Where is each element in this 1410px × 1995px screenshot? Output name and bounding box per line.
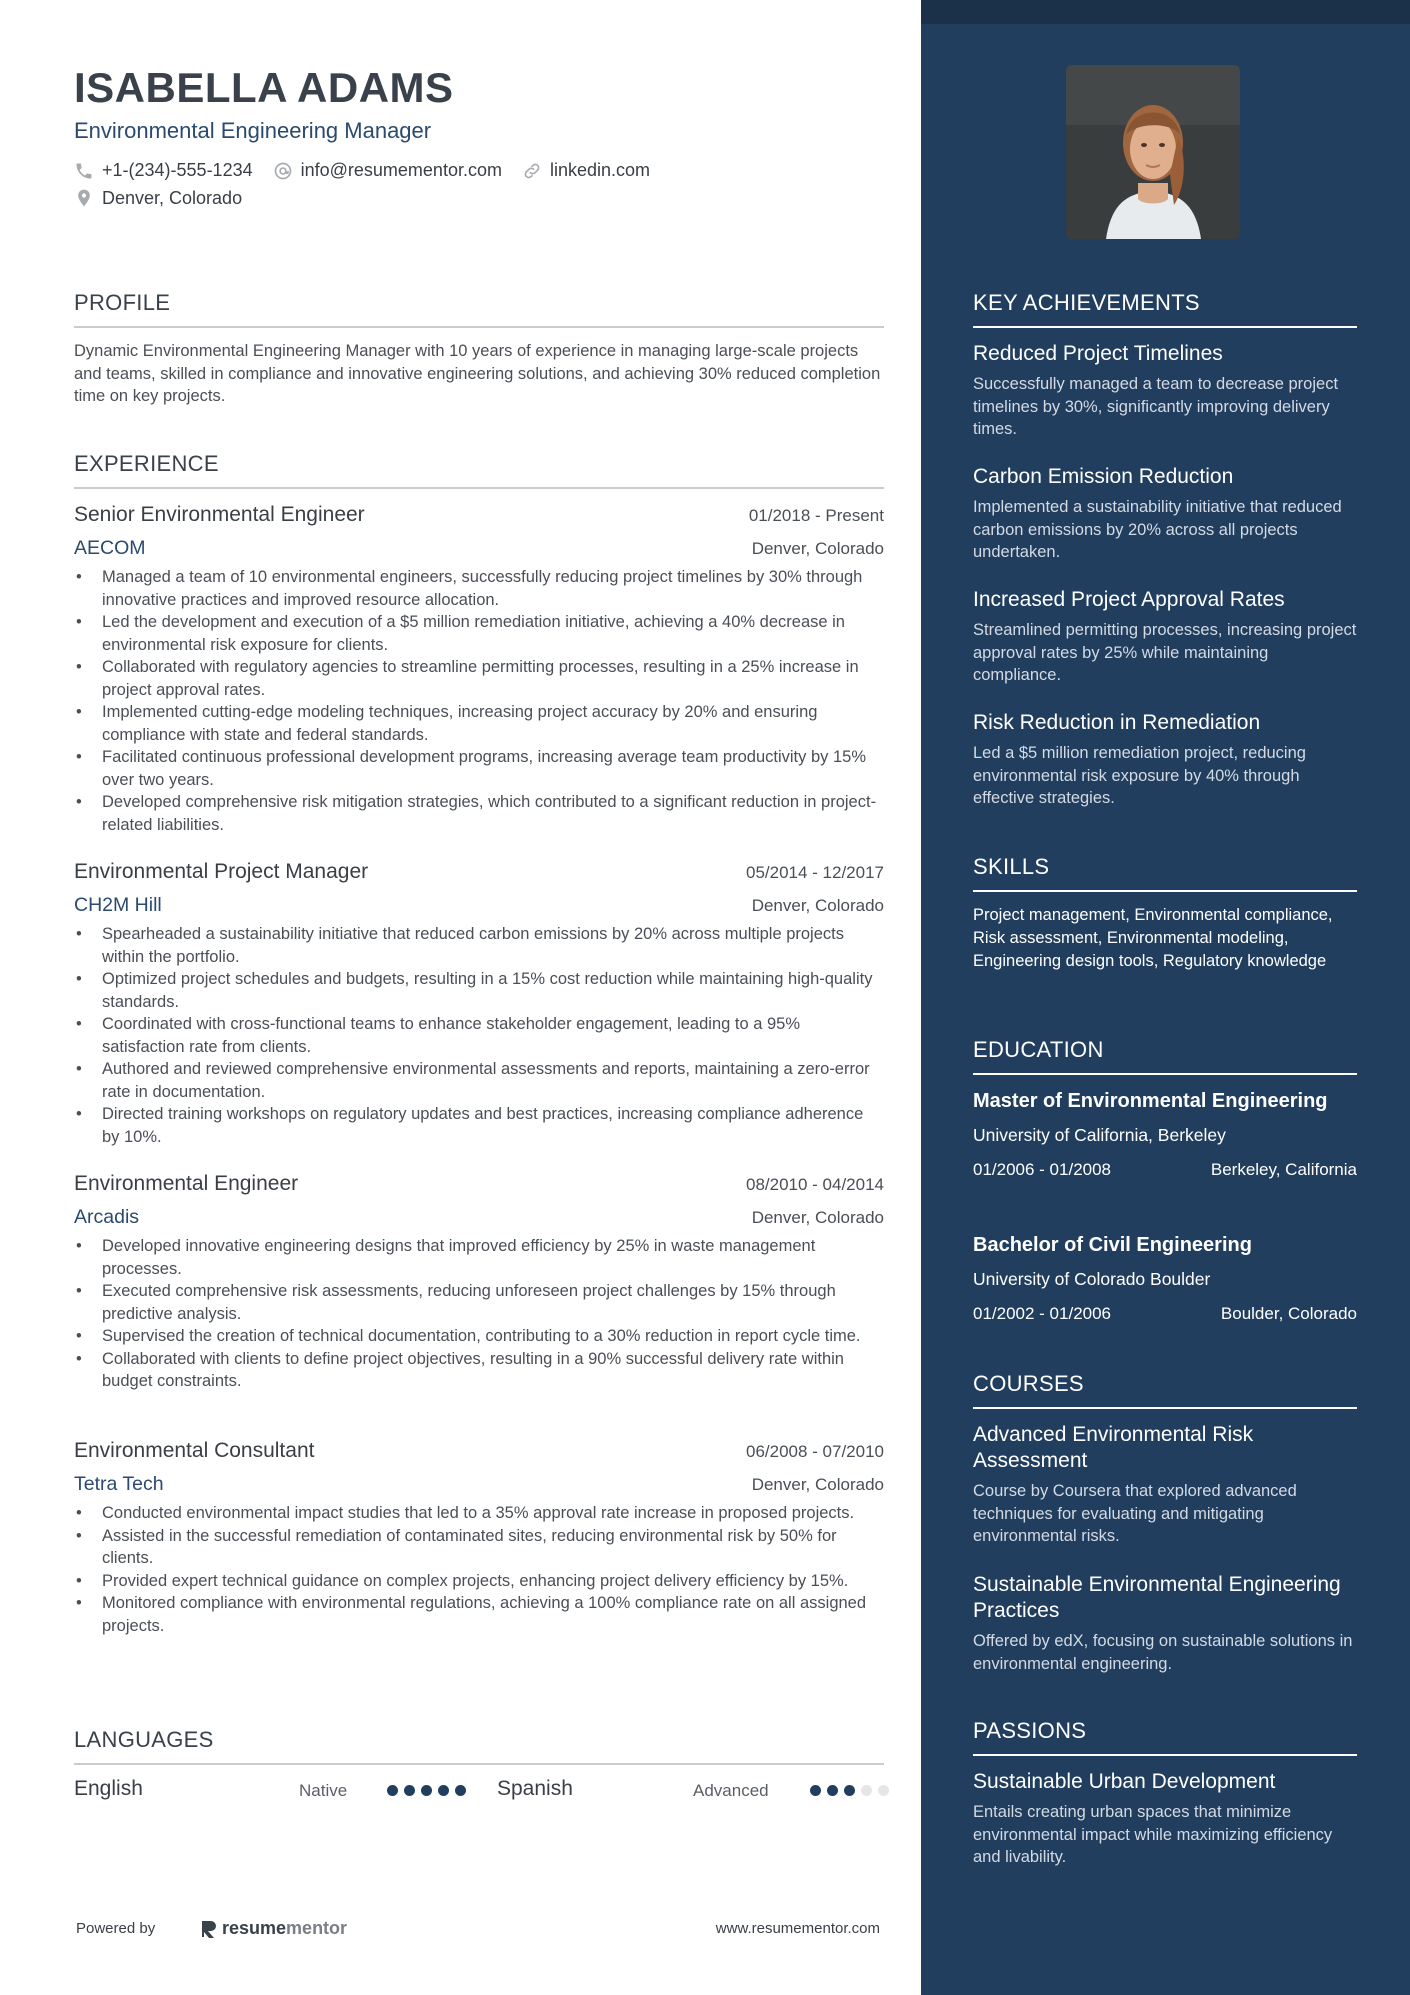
contact-email[interactable] bbox=[273, 160, 502, 181]
location-pin-icon bbox=[74, 187, 94, 209]
edu-location: Boulder, Colorado bbox=[1220, 1304, 1357, 1323]
contact-linkedin[interactable] bbox=[522, 160, 650, 181]
language-rating bbox=[810, 1785, 895, 1796]
contact-phone bbox=[74, 160, 253, 181]
rating-dot-empty bbox=[861, 1785, 872, 1796]
job-bullet: • Developed comprehensive risk mitigation strategies, which contributed to a significant reduction in project-related liabilities. bbox=[74, 791, 884, 836]
experience-section bbox=[74, 451, 884, 489]
course-item bbox=[973, 1422, 1357, 1548]
job-bullet: • Optimized project schedules and budgets, resulting in a 15% cost reduction while maintaining high-quality standards. bbox=[74, 968, 884, 1013]
profile-section bbox=[74, 290, 884, 408]
passions-section bbox=[973, 1718, 1357, 1756]
achievement-item bbox=[973, 587, 1357, 687]
job-role: Environmental Consultant bbox=[74, 1439, 315, 1462]
at-icon bbox=[273, 161, 293, 181]
job-bullet: • Directed training workshops on regulatory updates and best practices, increasing compliance adherence by 10%. bbox=[74, 1103, 884, 1148]
course-desc: Offered by edX, focusing on sustainable solutions in environmental engineering. bbox=[973, 1632, 1353, 1673]
linkedin-text: linkedin.com bbox=[549, 160, 651, 180]
languages-row bbox=[74, 1777, 884, 1807]
job-dates: 08/2010 - 04/2014 bbox=[745, 1175, 884, 1194]
education-section bbox=[973, 1037, 1357, 1075]
job-bullet: • Executed comprehensive risk assessments, reducing unforeseen project challenges by 15% through predictive analysis. bbox=[74, 1280, 884, 1325]
resumementor-logo[interactable] bbox=[200, 1918, 347, 1939]
logo-text-bold: resume bbox=[222, 1918, 287, 1938]
passion-item bbox=[973, 1769, 1357, 1869]
achievement-title: Increased Project Approval Rates bbox=[973, 588, 1285, 611]
job-entry bbox=[74, 1172, 884, 1393]
achievement-title: Risk Reduction in Remediation bbox=[973, 711, 1261, 734]
job-entry bbox=[74, 1439, 884, 1637]
profile-photo bbox=[1066, 65, 1240, 239]
job-bullet: • Authored and reviewed comprehensive environmental assessments and reports, maintaining a zero-error rate in documentation. bbox=[74, 1058, 884, 1103]
edu-dates: 01/2002 - 01/2006 bbox=[973, 1304, 1112, 1323]
passions-heading: PASSIONS bbox=[973, 1718, 1357, 1756]
job-bullet: • Monitored compliance with environmental regulations, achieving a 100% compliance rate on all assigned projects. bbox=[74, 1592, 884, 1637]
languages-heading: LANGUAGES bbox=[74, 1727, 884, 1765]
footer bbox=[76, 1918, 880, 1942]
skills-text: Project management, Environmental compliance, Risk assessment, Environmental modeling, Engineering design tools, Regulatory knowledge bbox=[973, 906, 1333, 970]
job-role: Environmental Engineer bbox=[74, 1172, 299, 1195]
rating-dot-filled bbox=[404, 1785, 415, 1796]
rating-dot-filled bbox=[421, 1785, 432, 1796]
sidebar bbox=[921, 0, 1410, 1995]
languages-section bbox=[74, 1727, 884, 1765]
phone-icon bbox=[74, 161, 94, 181]
job-bullet: • Collaborated with clients to define project objectives, resulting in a 90% successful delivery rate within budget constraints. bbox=[74, 1348, 884, 1393]
achievement-desc: Streamlined permitting processes, increasing project approval rates by 25% while maintaining compliance. bbox=[973, 621, 1357, 684]
location-row bbox=[74, 187, 262, 209]
language-level: Native bbox=[299, 1781, 348, 1800]
job-bullets bbox=[74, 1502, 884, 1637]
edu-degree: Bachelor of Civil Engineering bbox=[973, 1234, 1252, 1256]
profile-text: Dynamic Environmental Engineering Manager with 10 years of experience in managing large-scale projects and teams, skilled in compliance and innovative engineering solutions, and achieving 30% reduced completion time on key projects. bbox=[74, 342, 881, 405]
job-dates: 05/2014 - 12/2017 bbox=[745, 863, 884, 882]
achievement-item bbox=[973, 341, 1357, 441]
rating-dot-filled bbox=[438, 1785, 449, 1796]
achievement-title: Carbon Emission Reduction bbox=[973, 465, 1234, 488]
logo-text-light: mentor bbox=[286, 1918, 348, 1938]
education-heading: EDUCATION bbox=[973, 1037, 1357, 1075]
rating-dot-filled bbox=[455, 1785, 466, 1796]
edu-degree: Master of Environmental Engineering bbox=[973, 1090, 1328, 1112]
candidate-name: ISABELLA ADAMS bbox=[74, 64, 454, 111]
job-bullet: • Coordinated with cross-functional teams to enhance stakeholder engagement, leading to a 95% satisfaction rate from clients. bbox=[74, 1013, 884, 1058]
job-company: Tetra Tech bbox=[74, 1473, 164, 1495]
job-dates: 01/2018 - Present bbox=[748, 506, 884, 525]
skills-heading: SKILLS bbox=[973, 854, 1357, 892]
rating-dot-filled bbox=[844, 1785, 855, 1796]
job-bullet: • Developed innovative engineering designs that improved efficiency by 25% in waste management processes. bbox=[74, 1235, 884, 1280]
location-text: Denver, Colorado bbox=[102, 187, 243, 208]
achievements-section bbox=[973, 290, 1357, 328]
skills-section bbox=[973, 854, 1357, 973]
job-bullets bbox=[74, 1235, 884, 1393]
experience-heading: EXPERIENCE bbox=[74, 451, 884, 489]
link-icon bbox=[522, 161, 542, 181]
course-item bbox=[973, 1572, 1357, 1675]
job-location: Denver, Colorado bbox=[751, 1475, 884, 1494]
job-bullet: • Managed a team of 10 environmental engineers, successfully reducing project timelines by 30% through innovative practices and improved resource allocation. bbox=[74, 566, 884, 611]
achievements-heading: KEY ACHIEVEMENTS bbox=[973, 290, 1357, 328]
edu-school: University of California, Berkeley bbox=[973, 1125, 1226, 1145]
powered-by-label: Powered by bbox=[76, 1920, 156, 1937]
course-desc: Course by Coursera that explored advanced techniques for evaluating and mitigating environmental risks. bbox=[973, 1482, 1297, 1545]
job-company: Arcadis bbox=[74, 1206, 140, 1228]
job-bullet: • Spearheaded a sustainability initiative that reduced carbon emissions by 20% across multiple projects within the portfolio. bbox=[74, 923, 884, 968]
rating-dot-filled bbox=[387, 1785, 398, 1796]
language-name: English bbox=[74, 1777, 143, 1800]
achievement-title: Reduced Project Timelines bbox=[973, 342, 1223, 365]
education-item bbox=[973, 1232, 1357, 1324]
job-bullet: • Led the development and execution of a $5 million remediation initiative, achieving a 40% decrease in environmental risk exposure for clients. bbox=[74, 611, 884, 656]
job-company: AECOM bbox=[74, 537, 146, 559]
courses-section bbox=[973, 1371, 1357, 1409]
achievement-item bbox=[973, 464, 1357, 564]
job-company: CH2M Hill bbox=[74, 894, 162, 916]
job-bullets bbox=[74, 923, 884, 1148]
phone-text: +1-(234)-555-1234 bbox=[102, 160, 253, 180]
job-bullet: • Provided expert technical guidance on complex projects, enhancing project delivery efficiency by 15%. bbox=[74, 1570, 884, 1593]
courses-heading: COURSES bbox=[973, 1371, 1357, 1409]
achievement-item bbox=[973, 710, 1357, 810]
edu-location: Berkeley, California bbox=[1210, 1160, 1357, 1179]
course-title: Sustainable Environmental Engineering Practices bbox=[973, 1573, 1341, 1622]
education-item bbox=[973, 1088, 1357, 1180]
edu-school: University of Colorado Boulder bbox=[973, 1269, 1211, 1289]
language-level: Advanced bbox=[693, 1781, 769, 1800]
sidebar-top-band bbox=[921, 0, 1410, 24]
job-bullet: • Assisted in the successful remediation of contaminated sites, reducing environmental risk by 50% for clients. bbox=[74, 1525, 884, 1570]
job-location: Denver, Colorado bbox=[751, 896, 884, 915]
achievement-desc: Implemented a sustainability initiative that reduced carbon emissions by 20% across all projects undertaken. bbox=[973, 498, 1342, 561]
job-bullet: • Facilitated continuous professional development programs, increasing average team productivity by 15% over two years. bbox=[74, 746, 884, 791]
achievement-desc: Successfully managed a team to decrease project timelines by 30%, significantly improving delivery times. bbox=[973, 375, 1339, 438]
passion-title: Sustainable Urban Development bbox=[973, 1770, 1276, 1793]
rating-dot-filled bbox=[827, 1785, 838, 1796]
profile-heading: PROFILE bbox=[74, 290, 884, 328]
job-entry bbox=[74, 860, 884, 1148]
footer-website[interactable]: www.resumementor.com bbox=[715, 1920, 880, 1937]
contact-row bbox=[74, 160, 670, 181]
job-role: Senior Environmental Engineer bbox=[74, 503, 365, 526]
email-text: info@resumementor.com bbox=[300, 160, 502, 180]
edu-dates: 01/2006 - 01/2008 bbox=[973, 1160, 1112, 1179]
rating-dot-filled bbox=[810, 1785, 821, 1796]
job-location: Denver, Colorado bbox=[751, 1208, 884, 1227]
logo-mark-icon bbox=[200, 1919, 218, 1939]
job-bullet: • Collaborated with regulatory agencies to streamline permitting processes, resulting in a 25% increase in project approval rates. bbox=[74, 656, 884, 701]
job-bullet: • Conducted environmental impact studies that led to a 35% approval rate increase in proposed projects. bbox=[74, 1502, 884, 1525]
job-location: Denver, Colorado bbox=[751, 539, 884, 558]
portrait-image bbox=[1066, 65, 1240, 239]
candidate-title: Environmental Engineering Manager bbox=[74, 118, 432, 143]
job-bullets bbox=[74, 566, 884, 836]
job-bullet: • Supervised the creation of technical documentation, contributing to a 30% reduction in report cycle time. bbox=[74, 1325, 884, 1348]
language-name: Spanish bbox=[497, 1777, 573, 1800]
passion-desc: Entails creating urban spaces that minimize environmental impact while maximizing efficiency and livability. bbox=[973, 1803, 1333, 1866]
achievement-desc: Led a $5 million remediation project, reducing environmental risk exposure by 40% through effective strategies. bbox=[973, 744, 1306, 807]
job-bullet: • Implemented cutting-edge modeling techniques, increasing project accuracy by 20% and ensuring compliance with state and federal standards. bbox=[74, 701, 884, 746]
job-dates: 06/2008 - 07/2010 bbox=[745, 1442, 884, 1461]
job-role: Environmental Project Manager bbox=[74, 860, 369, 883]
course-title: Advanced Environmental Risk Assessment bbox=[973, 1423, 1254, 1472]
job-entry bbox=[74, 503, 884, 836]
contact-location bbox=[74, 187, 242, 209]
rating-dot-empty bbox=[878, 1785, 889, 1796]
language-rating bbox=[387, 1785, 472, 1796]
